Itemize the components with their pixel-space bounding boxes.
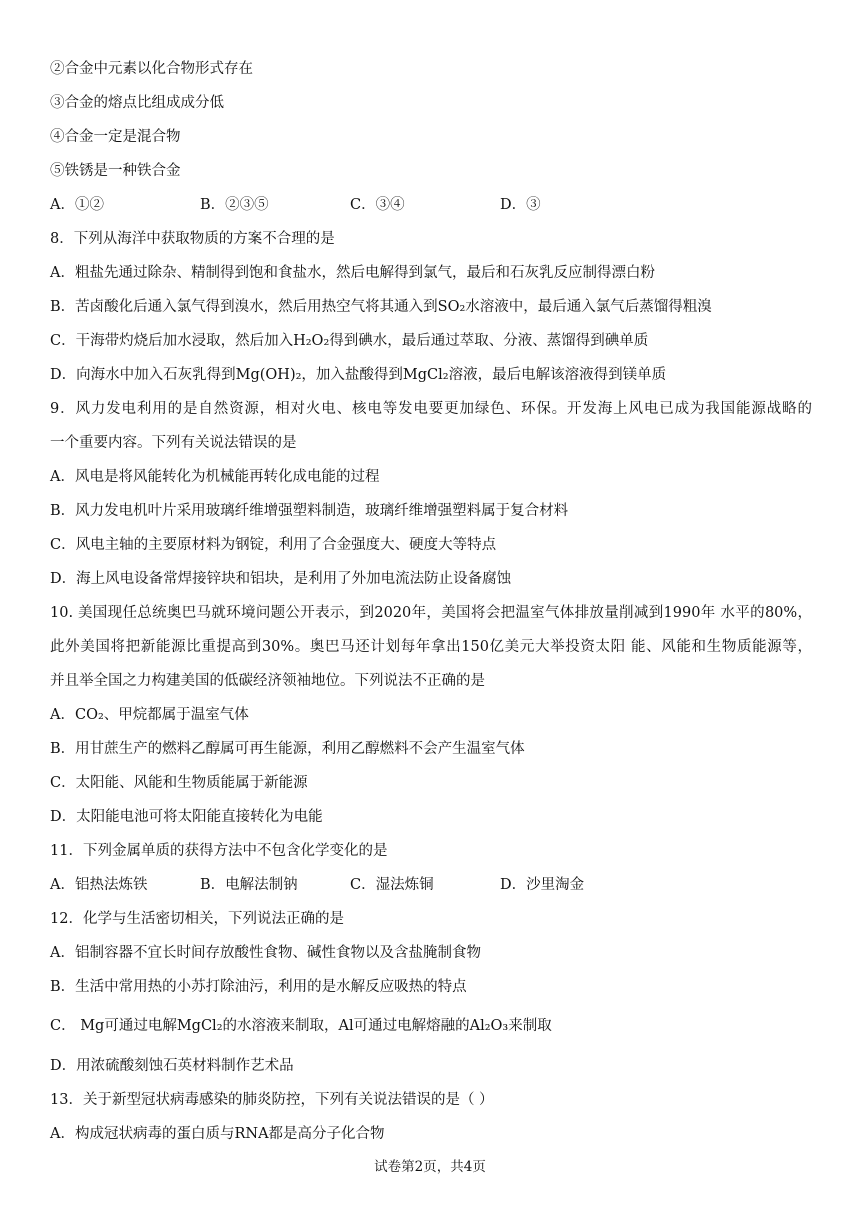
q8-option-b: B．苦卤酸化后通入氯气得到溴水，然后用热空气将其通入到SO₂水溶液中，最后通入氯气后蒸馏得粗溴 — [50, 299, 712, 315]
q9-stem-line1: 9．风力发电利用的是自然资源，相对火电、核电等发电要更加绿色、环保。开发海上风电已成为我国能源战略的 — [50, 401, 812, 417]
q7-statement-2: ②合金中元素以化合物形式存在 — [50, 61, 253, 77]
q11-option-a: A．铝热法炼铁 — [50, 877, 148, 893]
q7-option-a: A．①② — [50, 197, 104, 213]
q12-option-a: A．铝制容器不宜长时间存放酸性食物、碱性食物以及含盐腌制食物 — [50, 945, 481, 961]
q10-stem-line1: 10. 美国现任总统奥巴马就环境问题公开表示，到2020年，美国将会把温室气体排放量削减到1990年 水平的80%， — [50, 605, 812, 621]
q9-option-b: B．风力发电机叶片采用玻璃纤维增强塑料制造，玻璃纤维增强塑料属于复合材料 — [50, 503, 569, 519]
q8-option-c: C．干海带灼烧后加水浸取，然后加入H₂O₂得到碘水，最后通过萃取、分液、蒸馏得到碘单质 — [50, 333, 649, 349]
q10-option-c: C．太阳能、风能和生物质能属于新能源 — [50, 775, 308, 791]
q7-statement-3: ③合金的熔点比组成成分低 — [50, 95, 224, 111]
q10-stem-line2: 此外美国将把新能源比重提高到30%。奥巴马还计划每年拿出150亿美元大举投资太阳 能、风能和生物质能源等， — [50, 639, 812, 655]
q12-option-c: C． Mg可通过电解MgCl₂的水溶液来制取，Al可通过电解熔融的Al₂O₃来制取 — [50, 1018, 552, 1034]
q7-statement-5: ⑤铁锈是一种铁合金 — [50, 163, 181, 179]
q13-stem: 13．关于新型冠状病毒感染的肺炎防控，下列有关说法错误的是（ ） — [50, 1092, 494, 1108]
q9-option-c: C．风电主轴的主要原材料为钢锭，利用了合金强度大、硬度大等特点 — [50, 537, 497, 553]
q10-stem-line3: 并且举全国之力构建美国的低碳经济领袖地位。下列说法不正确的是 — [50, 673, 485, 689]
q9-option-a: A．风电是将风能转化为机械能再转化成电能的过程 — [50, 469, 380, 485]
q7-option-b: B．②③⑤ — [200, 197, 269, 213]
q10-option-d: D．太阳能电池可将太阳能直接转化为电能 — [50, 809, 323, 825]
q11-options — [50, 875, 812, 895]
q11-stem: 11．下列金属单质的获得方法中不包含化学变化的是 — [50, 843, 388, 859]
q11-option-d: D．沙里淘金 — [500, 877, 585, 893]
q8-option-a: A．粗盐先通过除杂、精制得到饱和食盐水，然后电解得到氯气，最后和石灰乳反应制得漂白粉 — [50, 265, 655, 281]
q10-option-b: B．用甘蔗生产的燃料乙醇属可再生能源，利用乙醇燃料不会产生温室气体 — [50, 741, 525, 757]
q10-option-a: A．CO₂、甲烷都属于温室气体 — [50, 707, 249, 723]
q11-option-c: C．湿法炼铜 — [350, 877, 434, 893]
q7-statement-4: ④合金一定是混合物 — [50, 129, 181, 145]
q7-option-d: D．③ — [500, 197, 541, 213]
q11-option-b: B．电解法制钠 — [200, 877, 298, 893]
q13-option-a: A．构成冠状病毒的蛋白质与RNA都是高分子化合物 — [50, 1126, 385, 1142]
q7-options — [50, 195, 812, 215]
q8-option-d: D．向海水中加入石灰乳得到Mg(OH)₂，加入盐酸得到MgCl₂溶液，最后电解该溶液得到镁单质 — [50, 367, 667, 383]
q7-option-c: C．③④ — [350, 197, 405, 213]
q12-stem: 12．化学与生活密切相关，下列说法正确的是 — [50, 911, 344, 927]
q8-stem: 8．下列从海洋中获取物质的方案不合理的是 — [50, 231, 335, 247]
q12-option-d: D．用浓硫酸刻蚀石英材料制作艺术品 — [50, 1058, 294, 1074]
q9-option-d: D．海上风电设备常焊接锌块和铝块，是利用了外加电流法防止设备腐蚀 — [50, 571, 512, 587]
q12-option-b: B．生活中常用热的小苏打除油污，利用的是水解反应吸热的特点 — [50, 979, 467, 995]
page-footer: 试卷第2页，共4页 — [374, 1159, 486, 1175]
q9-stem-line2: 一个重要内容。下列有关说法错误的是 — [50, 435, 297, 451]
